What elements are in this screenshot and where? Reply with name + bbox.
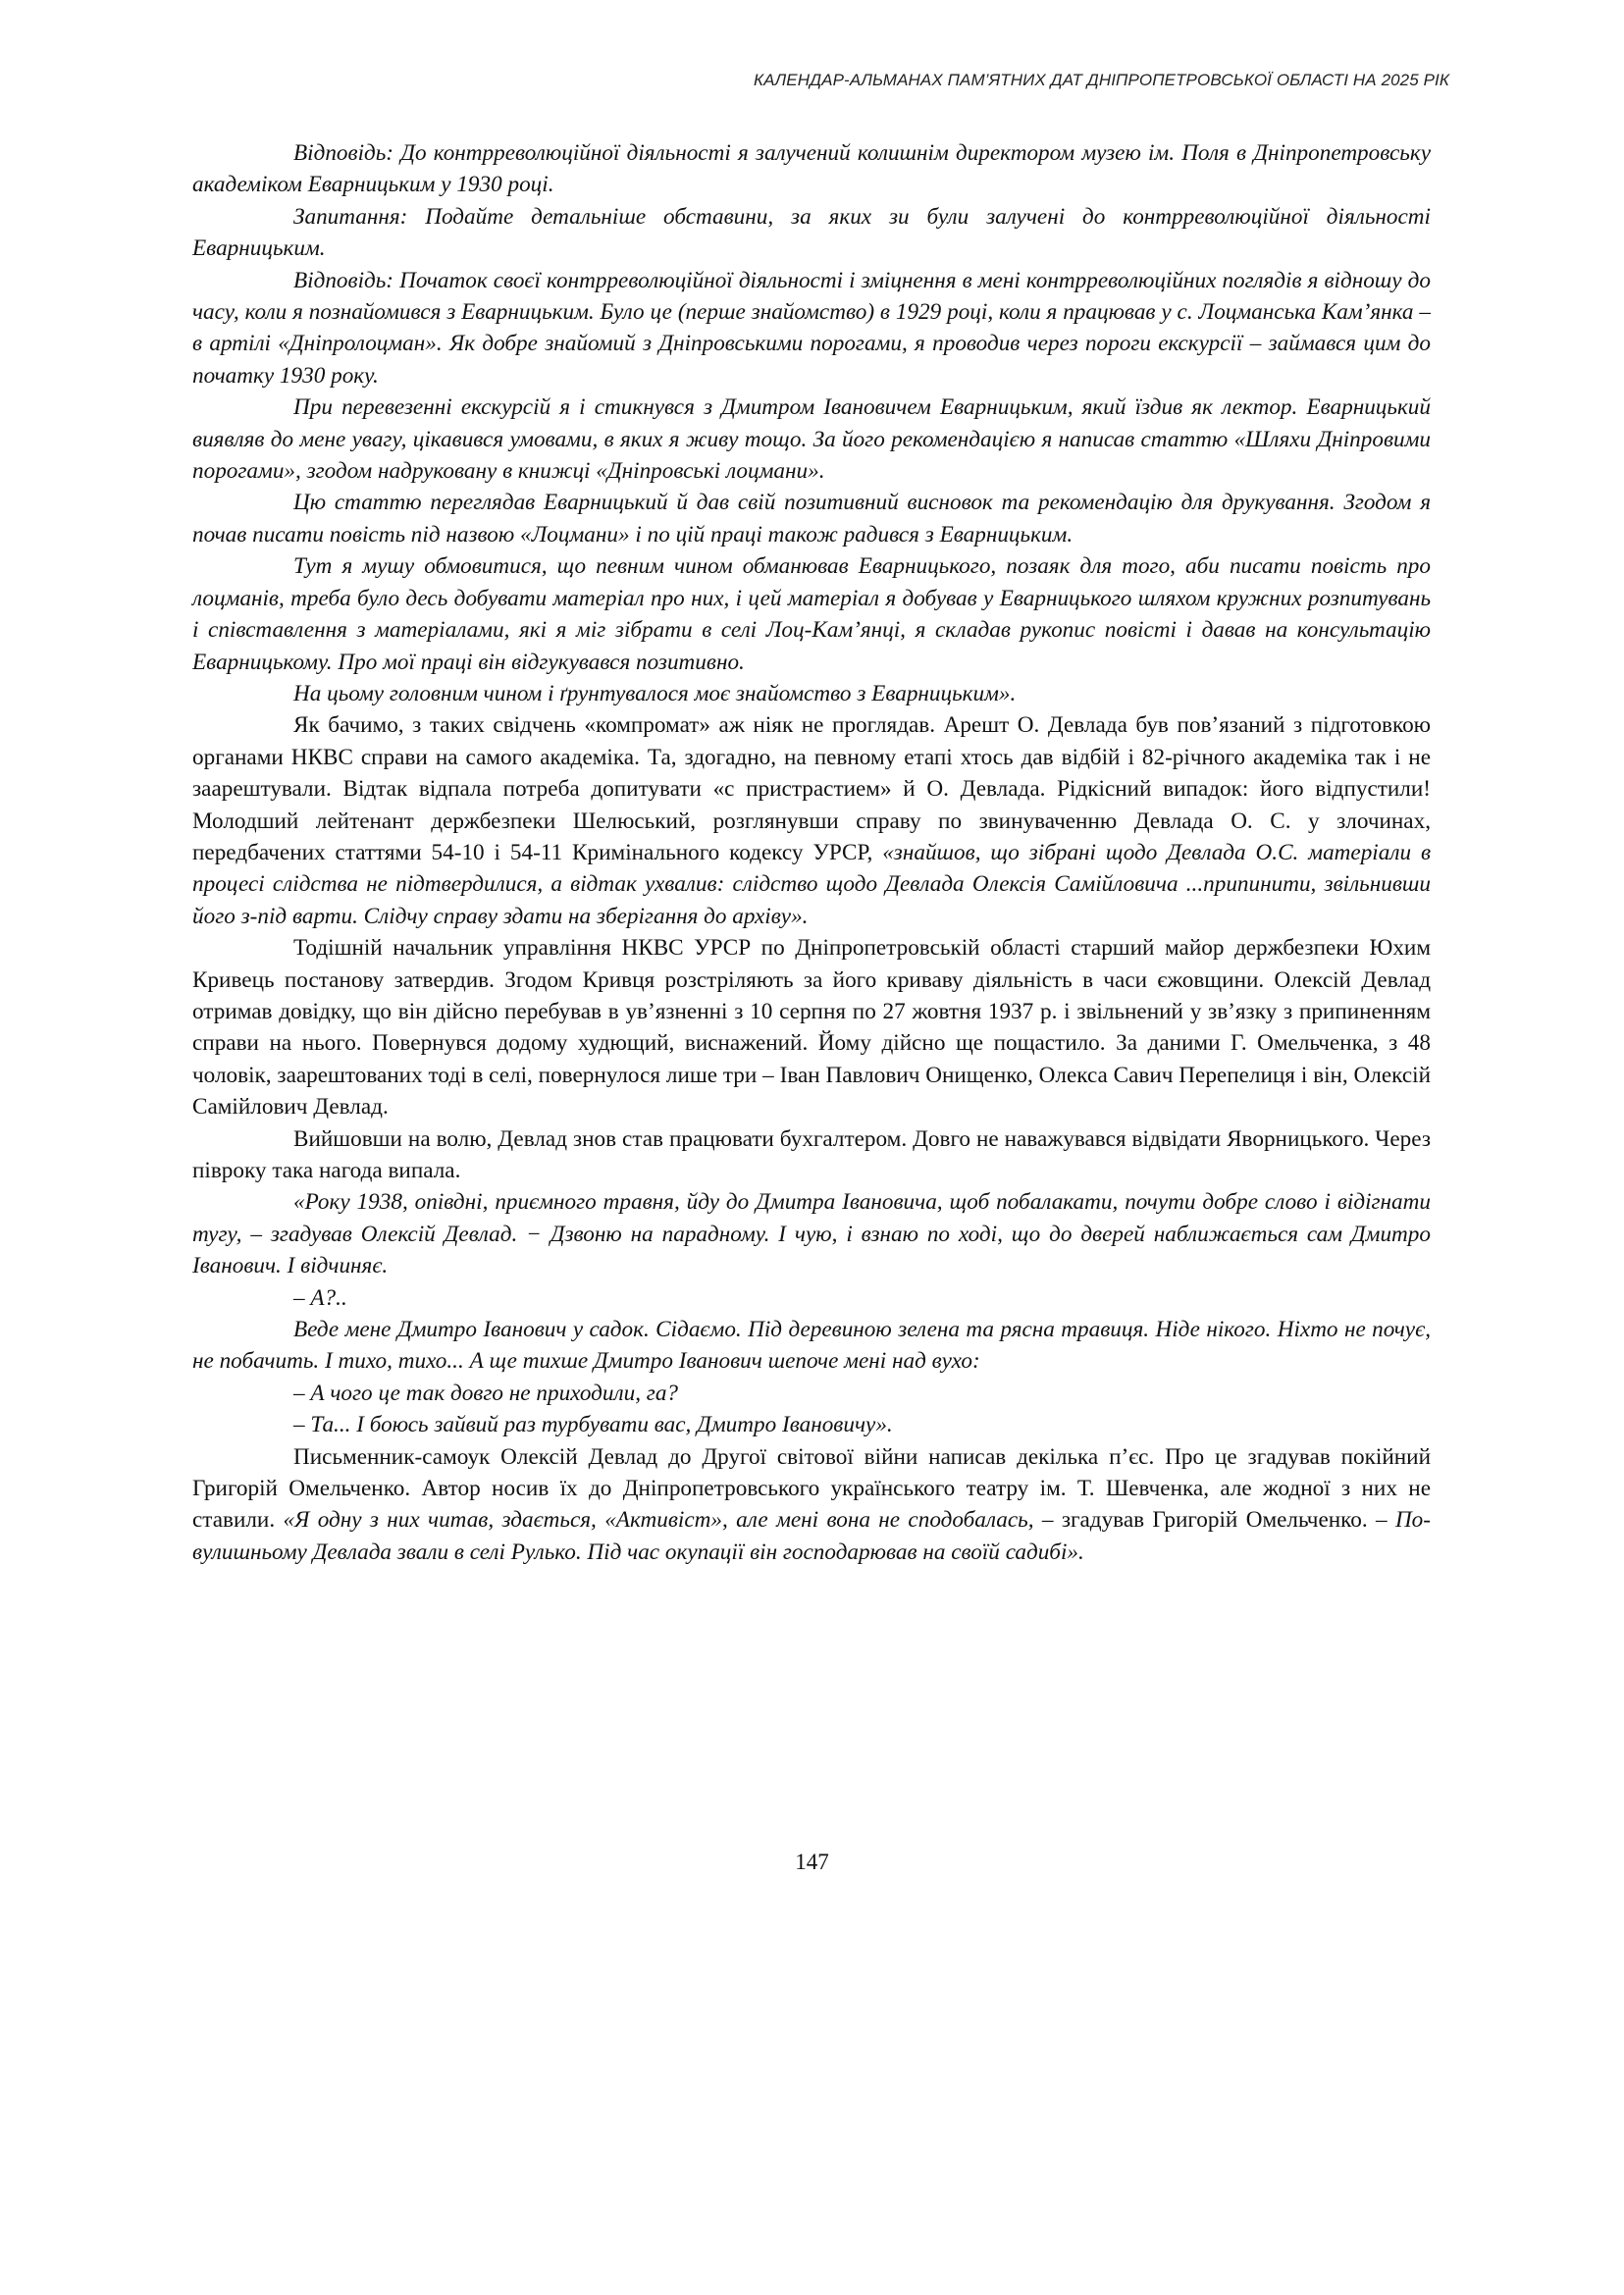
paragraph-answer-2: Відповідь: Початок своєї контрреволюційної діяльності і зміцнення в мені контрреволюційних поглядів я відношу до часу, коли я познайомився з Еварницьким. Було це (перше знайомство) в 1929 році, коли я працював у с. Лоцманська Кам’янка – в артілі «Дніпролоцман». Як добре знайомий з Дніпровськими порогами, я проводив через пороги екскурсії – займався цим до початку 1930 року. <box>192 267 1431 389</box>
paragraph-garden: Веде мене Дмитро Іванович у садок. Сідаємо. Під деревиною зелена та рясна травиця. Ніде нікого. Ніхто не почує, не побачить. І тихо, тихо... А ще тихше Дмитро Іванович шепоче мені над вухо: <box>192 1317 1431 1375</box>
paragraph-plays <box>192 1441 1431 1569</box>
paragraph-acquaintance: На цьому головним чином і ґрунтувалося моє знайомство з Еварницьким». <box>293 680 1017 706</box>
paragraph-plays-text: Письменник-самоук Олексій Девлад до Другої світової війни написав декілька п’єс. Про це згадував покійний Григорій Омельченко. Автор носив їх до Дніпропетровського українського театру ім. Т. Шевченка, але жодної з них не ставили. <box>192 1443 1431 1534</box>
paragraph-arrest-quote: «знайшов, що зібрані щодо Девлада О.С. матеріали в процесі слідства не підтвердилися, а відтак ухвалив: слідство щодо Девлада Олексія Самійловича ...припинити, звільнивши його з-під варти. Слідчу справу здати на зберігання до архіву». <box>192 839 1432 929</box>
paragraph-question-1: Запитання: Подайте детальніше обставини, за яких зи були залучені до контрреволюційної діяльності Еварницьким. <box>192 203 1431 262</box>
running-header: КАЛЕНДАР-АЛЬМАНАХ ПАМ’ЯТНИХ ДАТ ДНІПРОПЕТРОВСЬКОЇ ОБЛАСТІ НА 2025 РІК <box>753 71 1449 89</box>
paragraph-excursions: При перевезенні екскурсій я і стикнувся з Дмитром Івановичем Еварницьким, який їздив як лектор. Еварницький виявляв до мене увагу, цікавився умовами, в яких я живу тощо. За його рекомендацією я написав статтю «Шляхи Дніпровими порогами», згодом надруковану в книжці «Дніпровські лоцмани». <box>192 394 1431 485</box>
paragraph-arrest-text: Як бачимо, з таких свідчень «компромат» аж ніяк не проглядав. Арешт О. Девлада був пов’язаний з підготовкою органами НКВС справи на самого академіка. Та, здогадно, на певному етапі хтось дав відбій і 82-річного академіка так і не заарештували. Відтак відпала потреба допитувати «с пристрастием» й О. Девлада. Рідкісний випадок: його відпустили! Молодший лейтенант держбезпеки Шелюський, розглянувши справу по звинуваченню Девлада О. С. у злочинах, передбачених статтями 54-10 і 54-11 Кримінального кодексу УРСР, <box>192 712 1431 865</box>
paragraph-freedom: Вийшовши на волю, Девлад знов став працювати бухгалтером. Довго не наважувався відвідати Яворницького. Через півроку така нагода випала. <box>192 1125 1431 1183</box>
paragraph-dialogue-2: – А чого це так довго не приходили, га? <box>293 1380 679 1406</box>
paragraph-confession: Тут я мушу обмовитися, що певним чином обманював Еварницького, позаяк для того, аби писати повість про лоцманів, треба було десь добувати матеріал про них, і цей матеріал я добував у Еварницького шляхом кружних розпитувань і співставлення з матеріалами, які я міг зібрати в селі Лоц-Кам’янці, я складав рукопис повісті і давав на консультацію Еварницькому. Про мої праці він відгукувався позитивно. <box>192 553 1431 675</box>
paragraph-dialogue-3: – Та... І боюсь зайвий раз турбувати вас, Дмитро Івановичу». <box>293 1412 893 1438</box>
paragraph-answer-1: Відповідь: До контрреволюційної діяльності я залучений колишнім директором музею ім. Поля в Дніпропетровську академіком Еварницьким у 1930 році. <box>192 140 1431 198</box>
paragraph-arrest <box>192 709 1431 932</box>
paragraph-release: Тодішній начальник управління НКВС УРСР по Дніпропетровській області старший майор держбезпеки Юхим Кривець постанову затвердив. Згодом Кривця розстріляють за його криваву діяльність в часи єжовщини. Олексій Девлад отримав довідку, що він дійсно перебував в ув’язненні з 10 серпня по 27 жовтня 1937 р. і звільнений у зв’язку з припиненням справи на нього. Повернувся додому худющий, виснажений. Йому дійсно ще пощастило. За даними Г. Омельченка, з 48 чоловік, заарештованих тоді в селі, повернулося лише три – Іван Павлович Онищенко, Олекса Савич Перепелиця і він, Олексій Самійлович Девлад. <box>192 935 1431 1121</box>
paragraph-dialogue-1: – А?.. <box>293 1284 347 1311</box>
page-number: 147 <box>795 1850 829 1874</box>
paragraph-memoir-1938: «Року 1938, опівдні, приємного травня, йду до Дмитра Івановича, щоб побалакати, почути добре слово і відігнати тугу, – згадував Олексій Девлад. − Дзвоню на парадному. І чую, і взнаю по ході, що до дверей наближається сам Дмитро Іванович. І відчиняє. <box>192 1189 1431 1279</box>
paragraph-plays-quote-1: «Я одну з них читав, здається, «Активіст», але мені вона не сподобалась, <box>283 1507 1034 1534</box>
paragraph-plays-quote-2: По-вулишньому Девлада звали в селі Рулько. Під час окупації він господарював на своїй садибі». <box>192 1507 1431 1565</box>
paragraph-article-review: Цю статтю переглядав Еварницький й дав свій позитивний висновок та рекомендацію для друкування. Згодом я почав писати повість під назвою «Лоцмани» і по цій праці також радився з Еварницьким. <box>192 490 1431 548</box>
page-body <box>192 137 1431 1568</box>
paragraph-plays-attribution: – згадував Григорій Омельченко. – <box>1033 1507 1395 1534</box>
